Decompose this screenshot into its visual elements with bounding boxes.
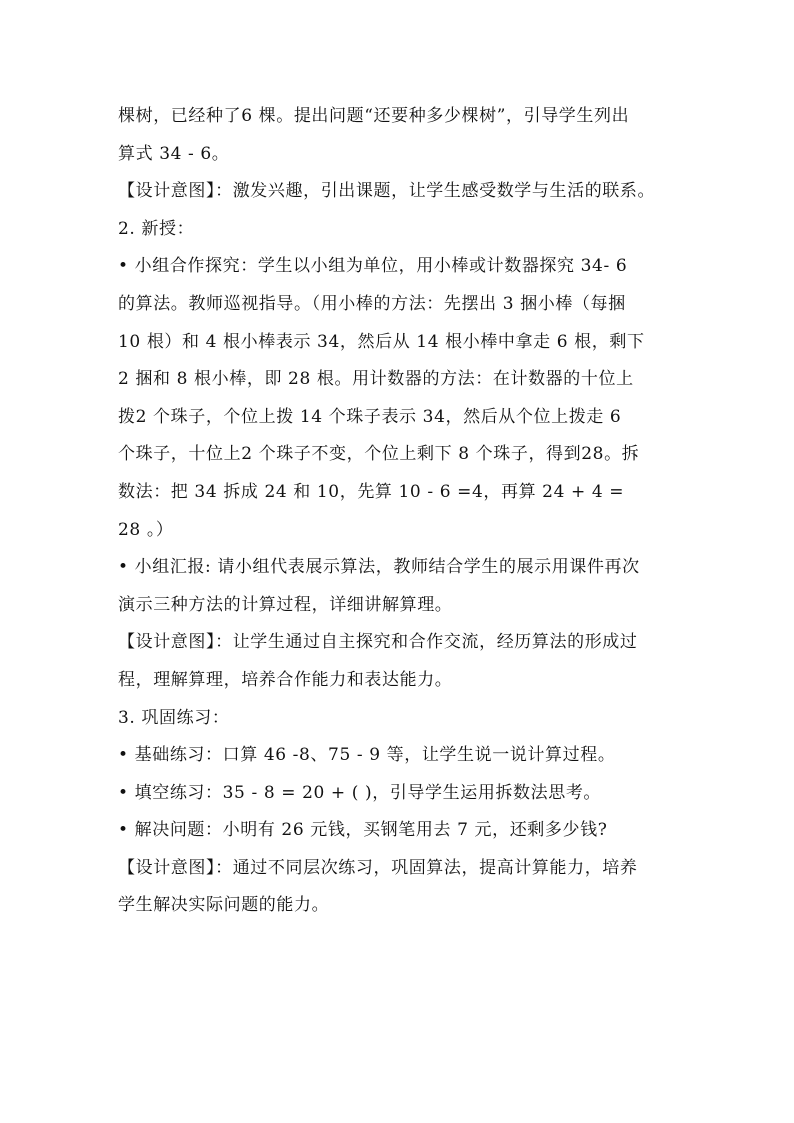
paragraph-line: 棵树，已经种了6 棵。提出问题“还要种多少棵树”，引导学生列出 — [118, 106, 630, 126]
paragraph-line: 学生解决实际问题的能力。 — [118, 895, 330, 916]
paragraph-line: 28 。） — [118, 519, 174, 540]
bullet-item-basic-practice: • 基础练习：口算 46 -8、75 - 9 等，让学生说一说计算过程。 — [118, 745, 616, 766]
paragraph-line: 拨2 个珠子，个位上拨 14 个珠子表示 34，然后从个位上拨走 6 — [118, 406, 622, 427]
paragraph-line: 的算法。教师巡视指导。（用小棒的方法：先摆出 3 捆小棒（每捆 — [118, 293, 626, 314]
design-intent-line: 【设计意图】：让学生通过自主探究和合作交流，经历算法的形成过 — [118, 632, 638, 653]
paragraph-line: 算式 34 - 6。 — [118, 143, 230, 164]
paragraph-line: 数法：把 34 拆成 24 和 10，先算 10 - 6 =4，再算 24 + 4 = — [118, 481, 625, 502]
document-body — [118, 98, 683, 925]
section-heading-practice: 3. 巩固练习： — [118, 707, 230, 728]
design-intent-line: 【设计意图】：通过不同层次练习，巩固算法，提高计算能力，培养 — [118, 857, 638, 878]
design-intent-line: 【设计意图】：激发兴趣，引出课题，让学生感受数学与生活的联系。 — [118, 181, 656, 202]
bullet-item-problem-solving: • 解决问题：小明有 26 元钱，买钢笔用去 7 元，还剩多少钱? — [118, 820, 608, 841]
paragraph-line: 个珠子，十位上2 个珠子不变，个位上剩下 8 个珠子，得到28。拆 — [118, 444, 640, 465]
bullet-item-group-report: • 小组汇报: 请小组代表展示算法，教师结合学生的展示用课件再次 — [118, 557, 640, 578]
section-heading-new-lesson: 2. 新授： — [118, 218, 195, 239]
paragraph-line: 程，理解算理，培养合作能力和表达能力。 — [118, 669, 453, 690]
paragraph-line: 演示三种方法的计算过程，详细讲解算理。 — [118, 594, 453, 615]
paragraph-line: 10 根）和 4 根小棒表示 34，然后从 14 根小棒中拿走 6 根，剩下 — [118, 331, 645, 352]
bullet-item-fill-blank: • 填空练习：35 - 8 = 20 + ( )，引导学生运用拆数法思考。 — [118, 782, 602, 803]
bullet-item-group-exploration: • 小组合作探究：学生以小组为单位，用小棒或计数器探究 34- 6 — [118, 256, 628, 277]
paragraph-line: 2 捆和 8 根小棒，即 28 根。用计数器的方法：在计数器的十位上 — [118, 369, 634, 390]
